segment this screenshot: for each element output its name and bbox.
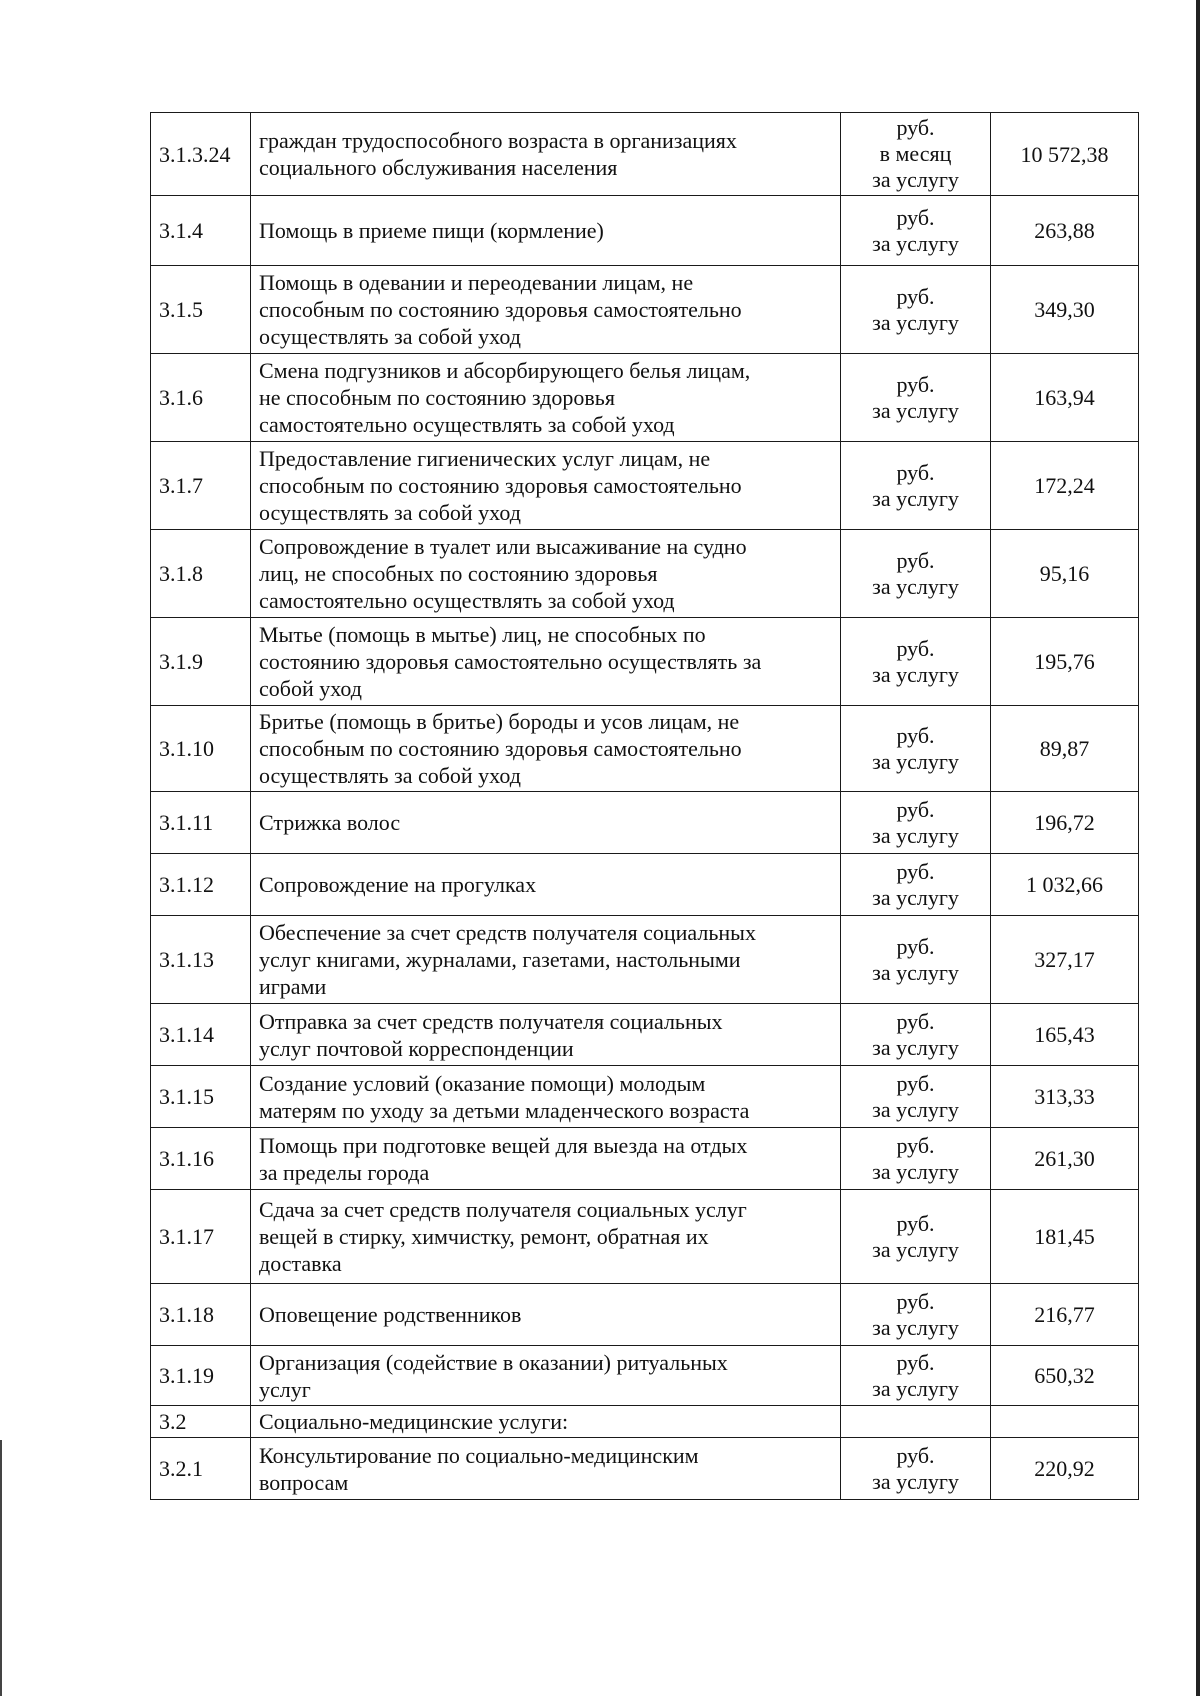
service-name xyxy=(251,618,841,706)
service-name-line: Сдача за счет средств получателя социальных услуг xyxy=(259,1197,747,1222)
service-name-line: осуществлять за собой уход xyxy=(259,763,521,788)
unit-line: за услугу xyxy=(872,1375,959,1401)
tariff-price: 1 032,66 xyxy=(991,854,1139,916)
service-name xyxy=(251,1346,841,1406)
service-name xyxy=(251,792,841,854)
table-row xyxy=(151,1346,1139,1406)
service-name-line: Сопровождение на прогулках xyxy=(259,872,537,897)
table-row xyxy=(151,196,1139,266)
tariff-price: 263,88 xyxy=(991,196,1139,266)
service-name-line: собой уход xyxy=(259,676,362,701)
table-row xyxy=(151,1066,1139,1128)
unit-line: руб. xyxy=(896,371,935,397)
unit-of-measure xyxy=(841,266,991,354)
service-code: 3.1.5 xyxy=(151,266,251,354)
unit-of-measure xyxy=(841,618,991,706)
unit-of-measure xyxy=(841,854,991,916)
scan-edge-left xyxy=(0,1440,2,1696)
unit-line: за услугу xyxy=(872,661,959,687)
service-code: 3.1.11 xyxy=(151,792,251,854)
unit-line: руб. xyxy=(896,1070,935,1096)
unit-of-measure xyxy=(841,1284,991,1346)
service-name-line: Помощь при подготовке вещей для выезда на отдых xyxy=(259,1132,748,1158)
service-code: 3.2 xyxy=(151,1406,251,1438)
tariff-price: 216,77 xyxy=(991,1284,1139,1346)
unit-line: руб. xyxy=(896,283,935,309)
service-name xyxy=(251,854,841,916)
unit-line: руб. xyxy=(896,459,935,485)
service-name-line: Сопровождение в туалет или высаживание на судно xyxy=(259,534,747,559)
table-row xyxy=(151,113,1139,196)
tariff-price: 10 572,38 xyxy=(991,113,1139,196)
service-name xyxy=(251,1128,841,1190)
unit-of-measure xyxy=(841,1406,991,1438)
service-name-line: Социально-медицинские услуги: xyxy=(259,1409,569,1434)
unit-line: руб. xyxy=(896,1288,935,1314)
unit-of-measure xyxy=(841,792,991,854)
service-name-line: вещей в стирку, химчистку, ремонт, обратная их xyxy=(259,1224,709,1249)
service-code: 3.1.15 xyxy=(151,1066,251,1128)
service-name xyxy=(251,1066,841,1128)
table-row xyxy=(151,1004,1139,1066)
unit-line: за услугу xyxy=(872,1236,959,1262)
service-name-line: доставка xyxy=(259,1251,342,1276)
unit-line: за услугу xyxy=(872,822,959,848)
service-name xyxy=(251,1406,841,1438)
service-name-line: Оповещение родственников xyxy=(259,1302,522,1327)
unit-line: за услугу xyxy=(872,1314,959,1340)
service-name xyxy=(251,354,841,442)
unit-of-measure xyxy=(841,113,991,196)
service-code: 3.1.17 xyxy=(151,1190,251,1284)
table-row xyxy=(151,916,1139,1004)
tariff-table xyxy=(150,112,1139,1500)
table-row xyxy=(151,1406,1139,1438)
table-row xyxy=(151,530,1139,618)
service-name-line: не способным по состоянию здоровья xyxy=(259,385,615,410)
unit-of-measure xyxy=(841,1004,991,1066)
unit-line: за услугу xyxy=(872,1468,959,1494)
service-name-line: осуществлять за собой уход xyxy=(259,500,521,525)
service-code: 3.1.19 xyxy=(151,1346,251,1406)
unit-line: за услугу xyxy=(872,1034,959,1060)
tariff-price: 313,33 xyxy=(991,1066,1139,1128)
table-row xyxy=(151,266,1139,354)
service-code: 3.1.10 xyxy=(151,706,251,792)
service-name xyxy=(251,1284,841,1346)
service-name-line: играми xyxy=(259,974,327,999)
service-name-line: вопросам xyxy=(259,1469,349,1495)
unit-line: за услугу xyxy=(872,748,959,774)
unit-of-measure xyxy=(841,1346,991,1406)
tariff-price: 349,30 xyxy=(991,266,1139,354)
table-row xyxy=(151,1438,1139,1500)
service-name-line: услуг книгами, журналами, газетами, настольными xyxy=(259,947,741,972)
unit-of-measure xyxy=(841,1066,991,1128)
service-name xyxy=(251,1190,841,1284)
service-name-line: способным по состоянию здоровья самостоятельно xyxy=(259,473,742,498)
service-name-line: лиц, не способных по состоянию здоровья xyxy=(259,561,658,586)
unit-line: руб. xyxy=(896,1442,935,1468)
scan-edge-right xyxy=(1196,0,1200,1696)
table-row xyxy=(151,854,1139,916)
service-code: 3.1.9 xyxy=(151,618,251,706)
service-name-line: матерям по уходу за детьми младенческого возраста xyxy=(259,1097,750,1123)
unit-of-measure xyxy=(841,1438,991,1500)
service-code: 3.1.13 xyxy=(151,916,251,1004)
service-name-line: состоянию здоровья самостоятельно осуществлять за xyxy=(259,649,762,674)
service-name-line: услуг xyxy=(259,1376,311,1402)
tariff-price xyxy=(991,1406,1139,1438)
tariff-price: 327,17 xyxy=(991,916,1139,1004)
unit-of-measure xyxy=(841,1128,991,1190)
service-name-line: Консультирование по социально-медицинским xyxy=(259,1442,699,1468)
unit-line: за услугу xyxy=(872,230,959,256)
unit-line: руб. xyxy=(896,933,935,959)
tariff-price: 95,16 xyxy=(991,530,1139,618)
tariff-price: 195,76 xyxy=(991,618,1139,706)
unit-line: руб. xyxy=(896,635,935,661)
unit-of-measure xyxy=(841,442,991,530)
service-name-line: Стрижка волос xyxy=(259,810,401,835)
unit-of-measure xyxy=(841,706,991,792)
service-name xyxy=(251,113,841,196)
tariff-price: 261,30 xyxy=(991,1128,1139,1190)
unit-line: руб. xyxy=(896,1349,935,1375)
unit-line: за услугу xyxy=(872,167,959,192)
table-row xyxy=(151,354,1139,442)
unit-line: в месяц xyxy=(879,141,952,166)
service-code: 3.1.18 xyxy=(151,1284,251,1346)
tariff-price: 172,24 xyxy=(991,442,1139,530)
unit-of-measure xyxy=(841,530,991,618)
unit-of-measure xyxy=(841,1190,991,1284)
table-row xyxy=(151,618,1139,706)
tariff-price: 163,94 xyxy=(991,354,1139,442)
service-name-line: осуществлять за собой уход xyxy=(259,324,521,349)
unit-line: за услугу xyxy=(872,309,959,335)
service-code: 3.1.8 xyxy=(151,530,251,618)
unit-line: руб. xyxy=(896,204,935,230)
service-name-line: Предоставление гигиенических услуг лицам, не xyxy=(259,446,711,471)
tariff-price: 181,45 xyxy=(991,1190,1139,1284)
tariff-price: 196,72 xyxy=(991,792,1139,854)
service-code: 3.1.7 xyxy=(151,442,251,530)
unit-of-measure xyxy=(841,916,991,1004)
service-name-line: Помощь в одевании и переодевании лицам, не xyxy=(259,270,694,295)
unit-line: руб. xyxy=(896,858,935,884)
service-code: 3.1.16 xyxy=(151,1128,251,1190)
service-name-line: социального обслуживания населения xyxy=(259,155,618,180)
table-row xyxy=(151,1190,1139,1284)
table-row xyxy=(151,1128,1139,1190)
unit-of-measure xyxy=(841,196,991,266)
service-name xyxy=(251,1004,841,1066)
unit-line: за услугу xyxy=(872,1096,959,1122)
table-row xyxy=(151,442,1139,530)
service-name-line: самостоятельно осуществлять за собой уход xyxy=(259,412,675,437)
tariff-price: 165,43 xyxy=(991,1004,1139,1066)
service-name-line: Организация (содействие в оказании) ритуальных xyxy=(259,1349,728,1375)
service-name-line: Помощь в приеме пищи (кормление) xyxy=(259,218,604,243)
tariff-price: 89,87 xyxy=(991,706,1139,792)
service-name xyxy=(251,442,841,530)
unit-line: руб. xyxy=(896,796,935,822)
service-code: 3.1.6 xyxy=(151,354,251,442)
service-name xyxy=(251,266,841,354)
service-name xyxy=(251,196,841,266)
service-name-line: самостоятельно осуществлять за собой уход xyxy=(259,588,675,613)
service-name xyxy=(251,916,841,1004)
service-name-line: граждан трудоспособного возраста в организациях xyxy=(259,128,737,153)
table-row xyxy=(151,1284,1139,1346)
unit-line: за услугу xyxy=(872,485,959,511)
unit-line: за услугу xyxy=(872,1158,959,1184)
service-code: 3.1.14 xyxy=(151,1004,251,1066)
unit-line: за услугу xyxy=(872,397,959,423)
service-name-line: Создание условий (оказание помощи) молодым xyxy=(259,1070,706,1096)
unit-line: руб. xyxy=(896,547,935,573)
service-name-line: услуг почтовой корреспонденции xyxy=(259,1035,574,1061)
service-name-line: способным по состоянию здоровья самостоятельно xyxy=(259,297,742,322)
unit-line: руб. xyxy=(896,1210,935,1236)
tariff-price: 650,32 xyxy=(991,1346,1139,1406)
service-name-line: Отправка за счет средств получателя социальных xyxy=(259,1008,723,1034)
service-name-line: Смена подгузников и абсорбирующего белья лицам, xyxy=(259,358,751,383)
service-name-line: Мытье (помощь в мытье) лиц, не способных по xyxy=(259,622,706,647)
unit-line: руб. xyxy=(896,722,935,748)
unit-line: за услугу xyxy=(872,884,959,910)
unit-line: руб. xyxy=(896,115,935,140)
tariff-price: 220,92 xyxy=(991,1438,1139,1500)
unit-line: за услугу xyxy=(872,959,959,985)
service-code: 3.2.1 xyxy=(151,1438,251,1500)
service-name-line: Бритье (помощь в бритье) бороды и усов лицам, не xyxy=(259,709,740,734)
service-name-line: способным по состоянию здоровья самостоятельно xyxy=(259,736,742,761)
service-name-line: за пределы города xyxy=(259,1159,430,1185)
table-row xyxy=(151,792,1139,854)
tariff-table-body xyxy=(151,113,1139,1500)
service-code: 3.1.4 xyxy=(151,196,251,266)
unit-line: за услугу xyxy=(872,573,959,599)
table-row xyxy=(151,706,1139,792)
service-name xyxy=(251,706,841,792)
service-name-line: Обеспечение за счет средств получателя социальных xyxy=(259,920,756,945)
unit-line: руб. xyxy=(896,1008,935,1034)
unit-of-measure xyxy=(841,354,991,442)
service-name xyxy=(251,530,841,618)
service-code: 3.1.3.24 xyxy=(151,113,251,196)
unit-line: руб. xyxy=(896,1132,935,1158)
service-name xyxy=(251,1438,841,1500)
service-code: 3.1.12 xyxy=(151,854,251,916)
